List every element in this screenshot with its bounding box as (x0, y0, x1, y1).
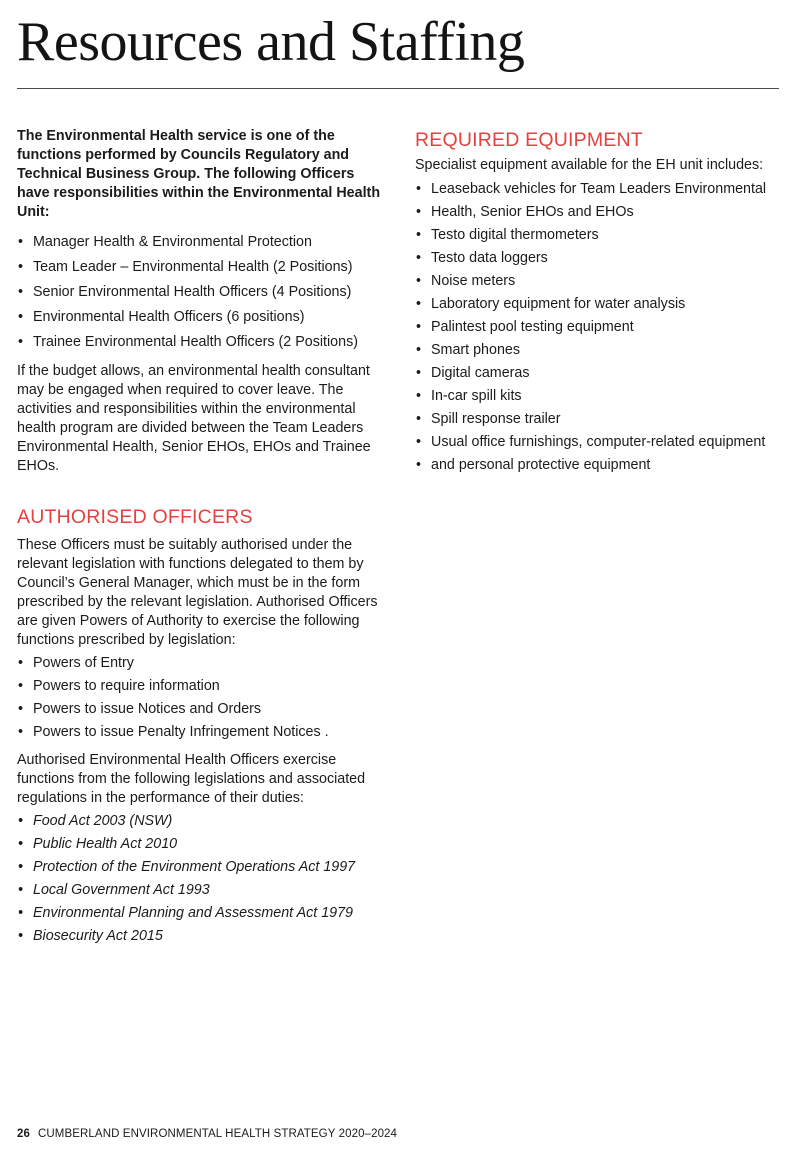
officer-role: Senior Environmental Health Officers (4 Positions) (33, 284, 352, 300)
power-item: Powers to issue Notices and Orders (33, 701, 262, 717)
officer-role: Environmental Health Officers (6 positions) (33, 309, 305, 325)
page-number: 26 (17, 1128, 30, 1140)
bullet-icon: • (18, 678, 24, 694)
left-column (17, 127, 385, 948)
power-item: Powers of Entry (33, 655, 134, 671)
list-item (415, 201, 785, 224)
required-equipment-heading: REQUIRED EQUIPMENT (415, 129, 643, 151)
list-item (415, 178, 785, 201)
equipment-item: Laboratory equipment for water analysis (431, 296, 686, 312)
bullet-icon: • (18, 836, 24, 852)
bullet-icon: • (416, 204, 422, 220)
act-item: Public Health Act 2010 (33, 836, 178, 852)
bullet-icon: • (416, 342, 422, 358)
bullet-icon: • (18, 334, 24, 350)
officers-list (17, 230, 385, 355)
bullet-icon: • (18, 309, 24, 325)
list-item (415, 339, 785, 362)
bullet-icon: • (18, 234, 24, 250)
power-item: Powers to issue Penalty Infringement Notices . (33, 724, 329, 740)
act-item: Biosecurity Act 2015 (33, 928, 163, 944)
list-item (17, 879, 385, 902)
right-column (415, 127, 785, 477)
bullet-icon: • (18, 905, 24, 921)
list-item (415, 293, 785, 316)
power-item: Powers to require information (33, 678, 220, 694)
legislation-list (17, 810, 385, 948)
bullet-icon: • (18, 724, 24, 740)
bullet-icon: • (416, 181, 422, 197)
bullet-icon: • (18, 859, 24, 875)
list-item (17, 305, 385, 330)
officer-role: Trainee Environmental Health Officers (2 Positions) (33, 334, 358, 350)
bullet-icon: • (416, 273, 422, 289)
publication-title: CUMBERLAND ENVIRONMENTAL HEALTH STRATEGY 2020–2024 (38, 1128, 398, 1140)
list-item (17, 230, 385, 255)
list-item (17, 652, 385, 675)
authorised-officers-heading: AUTHORISED OFFICERS (17, 506, 253, 528)
list-item (415, 362, 785, 385)
list-item (17, 856, 385, 879)
equipment-item: Health, Senior EHOs and EHOs (431, 204, 634, 220)
bullet-icon: • (18, 655, 24, 671)
equipment-list (415, 178, 785, 477)
equipment-item: Testo data loggers (431, 250, 548, 266)
page-title: Resources and Staffing (17, 11, 525, 73)
equipment-item: Smart phones (431, 342, 521, 358)
list-item (17, 698, 385, 721)
bullet-icon: • (416, 388, 422, 404)
act-item: Local Government Act 1993 (33, 882, 210, 898)
equipment-item: and personal protective equipment (431, 457, 651, 473)
list-item (17, 721, 385, 744)
list-item (415, 224, 785, 247)
list-item (17, 330, 385, 355)
officer-role: Team Leader – Environmental Health (2 Positions) (33, 259, 353, 275)
bullet-icon: • (416, 296, 422, 312)
authorised-paragraph: These Officers must be suitably authorised under the relevant legislation with functions delegated to them by Council’s General Manager, which must be in the form prescribed by the relevant legislation. Authorised Officers are given Powers of Authority to exercise the following functions prescribed by legislation: (17, 537, 378, 648)
equipment-item: Noise meters (431, 273, 516, 289)
list-item (17, 833, 385, 856)
list-item (415, 385, 785, 408)
act-item: Protection of the Environment Operations Act 1997 (33, 859, 356, 875)
act-item: Food Act 2003 (NSW) (33, 813, 173, 829)
officer-role: Manager Health & Environmental Protection (33, 234, 312, 250)
equipment-item: Leaseback vehicles for Team Leaders Environmental (431, 181, 767, 197)
bullet-icon: • (416, 250, 422, 266)
bullet-icon: • (18, 259, 24, 275)
list-item (17, 280, 385, 305)
bullet-icon: • (416, 227, 422, 243)
list-item (415, 454, 785, 477)
intro-paragraph: The Environmental Health service is one of the functions performed by Councils Regulatory and Technical Business Group. The following Officers have responsibilities within the Environmental Health Unit: (17, 128, 381, 220)
bullet-icon: • (18, 928, 24, 944)
bullet-icon: • (18, 882, 24, 898)
equipment-item: Digital cameras (431, 365, 530, 381)
bullet-icon: • (18, 813, 24, 829)
bullet-icon: • (416, 319, 422, 335)
list-item (17, 902, 385, 925)
section-spacer (17, 484, 385, 504)
title-divider (17, 88, 779, 89)
page-footer (17, 1126, 397, 1142)
list-item (415, 431, 785, 454)
list-item (415, 408, 785, 431)
bullet-icon: • (416, 457, 422, 473)
list-item (415, 247, 785, 270)
list-item (415, 270, 785, 293)
equipment-item: Testo digital thermometers (431, 227, 599, 243)
budget-paragraph: If the budget allows, an environmental health consultant may be engaged when required to cover leave. The activities and responsibilities within the environmental health program are divided between the Team Leaders Environmental Health, Senior EHOs, EHOs and Trainee EHOs. (17, 363, 371, 474)
equipment-item: Usual office furnishings, computer-related equipment (431, 434, 766, 450)
bullet-icon: • (416, 411, 422, 427)
bullet-icon: • (18, 701, 24, 717)
bullet-icon: • (416, 365, 422, 381)
list-item (17, 810, 385, 833)
equipment-item: In-car spill kits (431, 388, 522, 404)
legislation-intro: Authorised Environmental Health Officers exercise functions from the following legislations and associated regulations in the performance of their duties: (17, 752, 366, 806)
list-item (17, 675, 385, 698)
equipment-intro: Specialist equipment available for the EH unit includes: (415, 157, 764, 173)
bullet-icon: • (18, 284, 24, 300)
list-item (415, 316, 785, 339)
equipment-item: Spill response trailer (431, 411, 561, 427)
bullet-icon: • (416, 434, 422, 450)
act-item: Environmental Planning and Assessment Act 1979 (33, 905, 354, 921)
powers-list (17, 652, 385, 744)
list-item (17, 925, 385, 948)
equipment-item: Palintest pool testing equipment (431, 319, 634, 335)
list-item (17, 255, 385, 280)
